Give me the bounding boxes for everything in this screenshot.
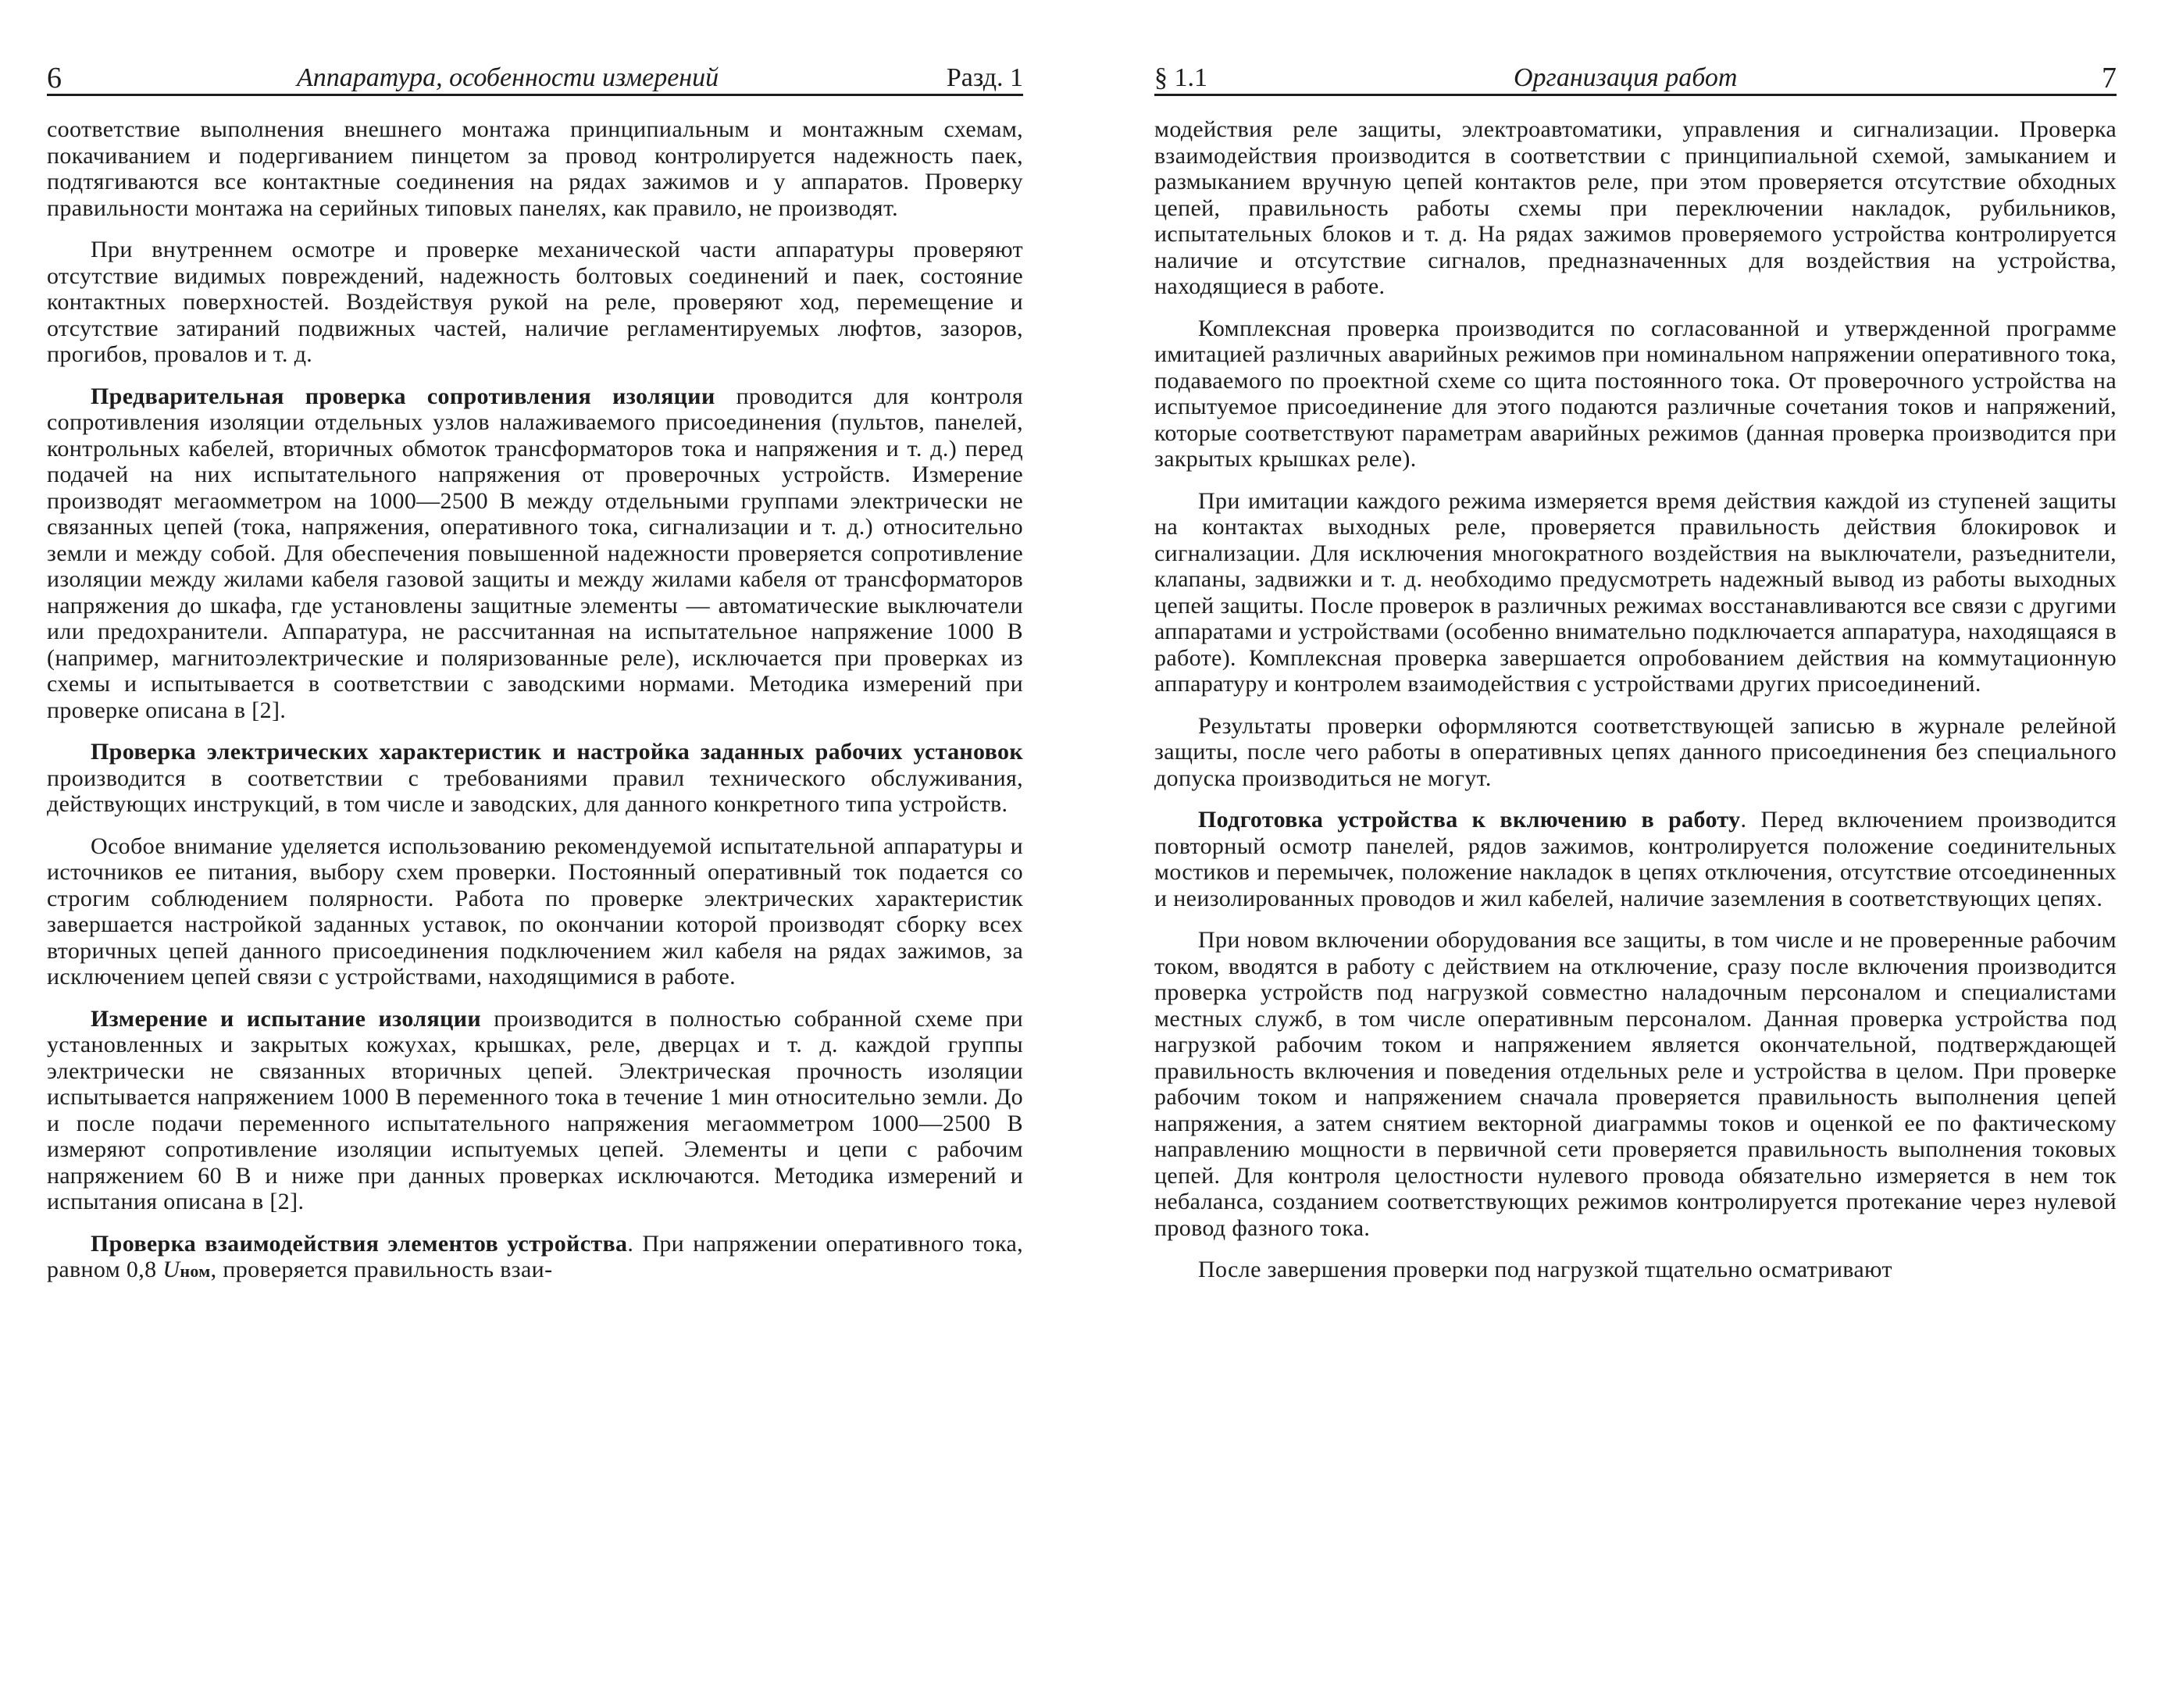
paragraph — [47, 1006, 1023, 1215]
paragraph — [47, 833, 1023, 990]
paragraph-lead: Предварительная проверка сопротивления изоляции — [91, 383, 715, 409]
paragraph — [47, 116, 1023, 221]
paragraph-lead: Проверка взаимодействия элементов устройства — [91, 1230, 628, 1257]
paragraph — [1154, 116, 2117, 300]
paragraph-text: производится в полностью собранной схеме при установленных и закрытых кожухах, крышках, реле, дверцах и т. д. каждой группы электрически не связанных вторичных цепей. Электрическая прочность изоляции испытывается напряжением 1000 В переменного тока в течение 1 мин относительно земли. До и после подачи переменного испытательного напряжения мегаомметром 1000—2500 В измеряют сопротивление изоляции испытуемых цепей. Элементы и цепи с рабочим напряжением 60 В и ниже при данных проверках исключаются. Методика измерений и испытания описана в [2]. — [47, 1005, 1023, 1214]
paragraph-text: После завершения проверки под нагрузкой тщательно осматривают — [1198, 1257, 1892, 1282]
paragraph — [47, 237, 1023, 368]
voltage-subscript: ном — [180, 1261, 211, 1281]
paragraph-lead: Измерение и испытание изоляции — [91, 1005, 481, 1032]
page-number: 7 — [2102, 62, 2117, 94]
paragraph-text: . При напряжении оперативного тока, равном 0,8 — [47, 1230, 1023, 1282]
paragraph — [47, 739, 1023, 818]
paragraph-text: Особое внимание уделяется использованию рекомендуемой испытательной аппаратуры и источников ее питания, выбору схем проверки. Постоянный оперативный ток подается со строгим соблюдением полярности. Работа по проверке электрических характеристик завершается настройкой заданных уставок, по окончании которой производят сборку всех вторичных цепей данного присоединения подключением жил кабеля на рядах зажимов, за исключением цепей связи с устройствами, находящимися в работе. — [47, 833, 1023, 989]
paragraph — [1154, 927, 2117, 1241]
left-page — [47, 47, 1023, 1300]
paragraph-text: проводится для контроля сопротивления изоляции отдельных узлов налаживаемого присоединения (пультов, панелей, контрольных кабелей, вторичных обмоток трансформаторов тока и напряжения и т. д.) перед подачей на них испытательного напряжения от проверочных устройств. Измерение производят мегаомметром на 1000—2500 В между отдельными группами электрически не связанных цепей (тока, напряжения, оперативного тока, сигнализации и т. д.) относительно земли и между собой. Для обеспечения повышенной надежности проверяется сопротивление изоляции между жилами кабеля газовой защиты и между жилами кабеля от трансформаторов напряжения до шкафа, где установлены защитные элементы — автоматические выключатели или предохранители. Аппаратура, не рассчитанная на испытательное напряжение 1000 В (например, магнитоэлектрические и поляризованные реле), исключается при проверках из схемы и испытывается в соответствии с заводскими нормами. Методика измерений при проверке описана в [2]. — [47, 383, 1023, 723]
paragraph-text: Комплексная проверка производится по согласованной и утвержденной программе имитацией различных аварийных режимов при номинальном напряжении оперативного тока, подаваемого по проектной схеме со щита постоянного тока. От проверочного устройства на испытуемое присоединение для этого подаются различные сочетания токов и напряжений, которые соответствуют параметрам аварийных режимов (данная проверка производится при закрытых крышках реле). — [1154, 315, 2117, 472]
voltage-symbol: U — [162, 1257, 180, 1282]
running-title: Организация работ — [1514, 63, 1738, 92]
paragraph — [1154, 713, 2117, 792]
left-page-header — [47, 47, 1023, 96]
paragraph — [1154, 488, 2117, 697]
paragraph — [47, 383, 1023, 724]
paragraph-text: При внутреннем осмотре и проверке механической части аппаратуры проверяют отсутствие видимых повреждений, надежность болтовых соединений и паек, состояние контактных поверхностей. Воздействуя рукой на реле, проверяют ход, перемещение и отсутствие затираний подвижных частей, наличие регламентируемых люфтов, зазоров, прогибов, провалов и т. д. — [47, 237, 1023, 367]
paragraph-lead: Проверка электрических характеристик и настройка заданных рабочих установок — [91, 739, 1023, 765]
right-page-header — [1154, 47, 2117, 96]
paragraph-text: модействия реле защиты, электроавтоматики, управления и сигнализации. Проверка взаимодействия производится в соответствии с принципиальной схемой, замыканием и размыканием вручную цепей контактов реле, при этом проверяется отсутствие обходных цепей, правильность работы схемы при переключении накладок, рубильников, испытательных блоков и т. д. На рядах зажимов проверяемого устройства контролируется наличие и отсутствие сигналов, предназначенных для воздействия на устройства, находящиеся в работе. — [1154, 116, 2117, 299]
paragraph-text: При имитации каждого режима измеряется время действия каждой из ступеней защиты на контактах выходных реле, проверяется правильность действия блокировок и сигнализации. Для исключения многократного воздействия на выключатели, разъеднители, клапаны, задвижки и т. д. необходимо предусмотреть надежный вывод из работы выходных цепей защиты. После проверок в различных режимах восстанавливаются все связи с другими аппаратами и устройствами (особенно внимательно подключается аппаратура, находящаяся в работе). Комплексная проверка завершается опробованием действия на коммутационную аппаратуру и контролем взаимодействия с устройствами других присоединений. — [1154, 487, 2117, 697]
paragraph-text: производится в соответствии с требованиями правил технического обслуживания, действующих инструкций, в том числе и заводских, для данного конкретного типа устройств. — [47, 765, 1023, 817]
paragraph-text: , проверяется правильность взаи- — [210, 1257, 553, 1282]
paragraph-text: . Перед включением производится повторный осмотр панелей, рядов зажимов, контролируется положение соединительных мостиков и перемычек, положение накладок в цепях отключения, отсутствие отсоединенных и неизолированных проводов и жил кабелей, наличие заземления в соответствующих цепях. — [1154, 807, 2117, 911]
page-number: 6 — [47, 62, 62, 94]
paragraph-text: При новом включении оборудования все защиты, в том числе и не проверенные рабочим током, вводятся в работу с действием на отключение, сразу после включения производится проверка устройств под нагрузкой совместно наладочным персоналом и специалистами местных служб, в том числе оперативным персоналом. Данная проверка устройства под нагрузкой рабочим током и напряжением является окончательной, подтверждающей правильность включения и поведения отдельных реле и устройства в целом. При проверке рабочим током и напряжением сначала проверяется правильность выполнения цепей напряжения, а затем снятием векторной диаграммы токов и оценкой ее по фактическому направлению мощности в первичной сети проверяется правильность выполнения токовых цепей. Для контроля целостности нулевого провода обязательно измеряется в нем ток небаланса, созданием соответствующих режимов контролируется протекание через нулевой провод фазного тока. — [1154, 927, 2117, 1241]
paragraph-text: соответствие выполнения внешнего монтажа принципиальным и монтажным схемам, покачиванием и подергиванием пинцетом за провод контролируется надежность паек, подтягиваются все контактные соединения на рядах зажимов и у аппаратов. Проверку правильности монтажа на серийных типовых панелях, как правило, не производят. — [47, 116, 1023, 221]
running-title: Аппаратура, особенности измерений — [297, 63, 719, 92]
paragraph — [47, 1231, 1023, 1285]
paragraph — [1154, 1257, 2117, 1283]
right-page-body — [1154, 116, 2117, 1283]
section-label: § 1.1 — [1154, 63, 1207, 92]
paragraph — [1154, 316, 2117, 472]
paragraph-lead: Подготовка устройства к включению в работу — [1198, 807, 1741, 833]
section-label: Разд. 1 — [946, 63, 1023, 92]
right-page — [1154, 47, 2117, 1299]
left-page-body — [47, 116, 1023, 1285]
paragraph — [1154, 807, 2117, 911]
paragraph-text: Результаты проверки оформляются соответствующей записью в журнале релейной защиты, после чего работы в оперативных цепях данного присоединения без специального допуска производиться не могут. — [1154, 712, 2117, 791]
